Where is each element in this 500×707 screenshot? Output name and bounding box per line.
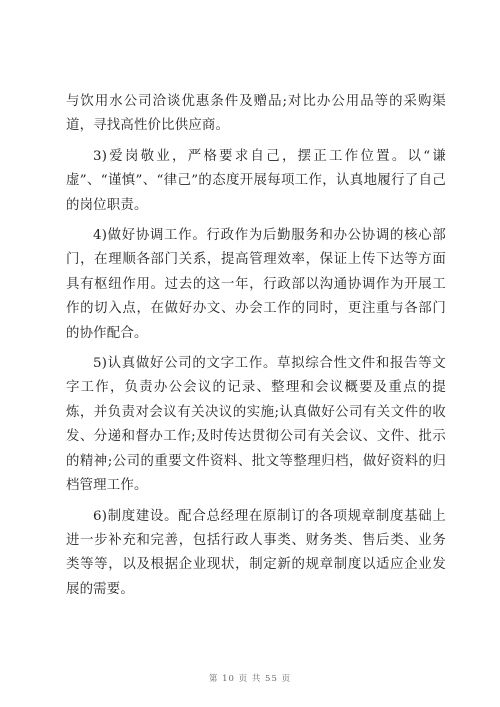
paragraph-item-6: 6)制度建设。配合总经理在原制订的各项规章制度基础上进一步补充和完善，包括行政人事类、财务类、售后类、业务类等等，以及根据企业现状，制定新的规章制度以适应企业发展的需要。 [66,508,446,597]
paragraph-continuation: 与饮用水公司洽谈优惠条件及赠品;对比办公用品等的采购渠道，寻找高性价比供应商。 [66,94,446,134]
paragraph-item-5: 5)认真做好公司的文字工作。草拟综合性文件和报告等文字工作，负责办公会议的记录、整理和会议概要及重点的提炼，并负责对会议有关决议的实施;认真做好公司有关文件的收发、分递和督办工作;及时传达贯彻公司有关会议、文件、批示的精神;公司的重要文件资料、批文等整理归档，做好资料的归档管理工作。 [66,356,446,494]
page-number-footer: 第 10 页 共 55 页 [208,674,292,684]
paragraph-item-3: 3)爱岗敬业，严格要求自己，摆正工作位置。以“谦虚”、“谨慎”、“律己”的态度开展每项工作，认真地履行了自己的岗位职责。 [66,148,446,213]
paragraph-item-4: 4)做好协调工作。行政作为后勤服务和办公协调的核心部门，在理顺各部门关系，提高管理效率，保证上传下达等方面具有枢纽作用。过去的这一年，行政部以沟通协调作为开展工作的切入点，在做好办文、办会工作的同时，更注重与各部门的协作配合。 [66,228,446,341]
document-body [66,90,446,608]
